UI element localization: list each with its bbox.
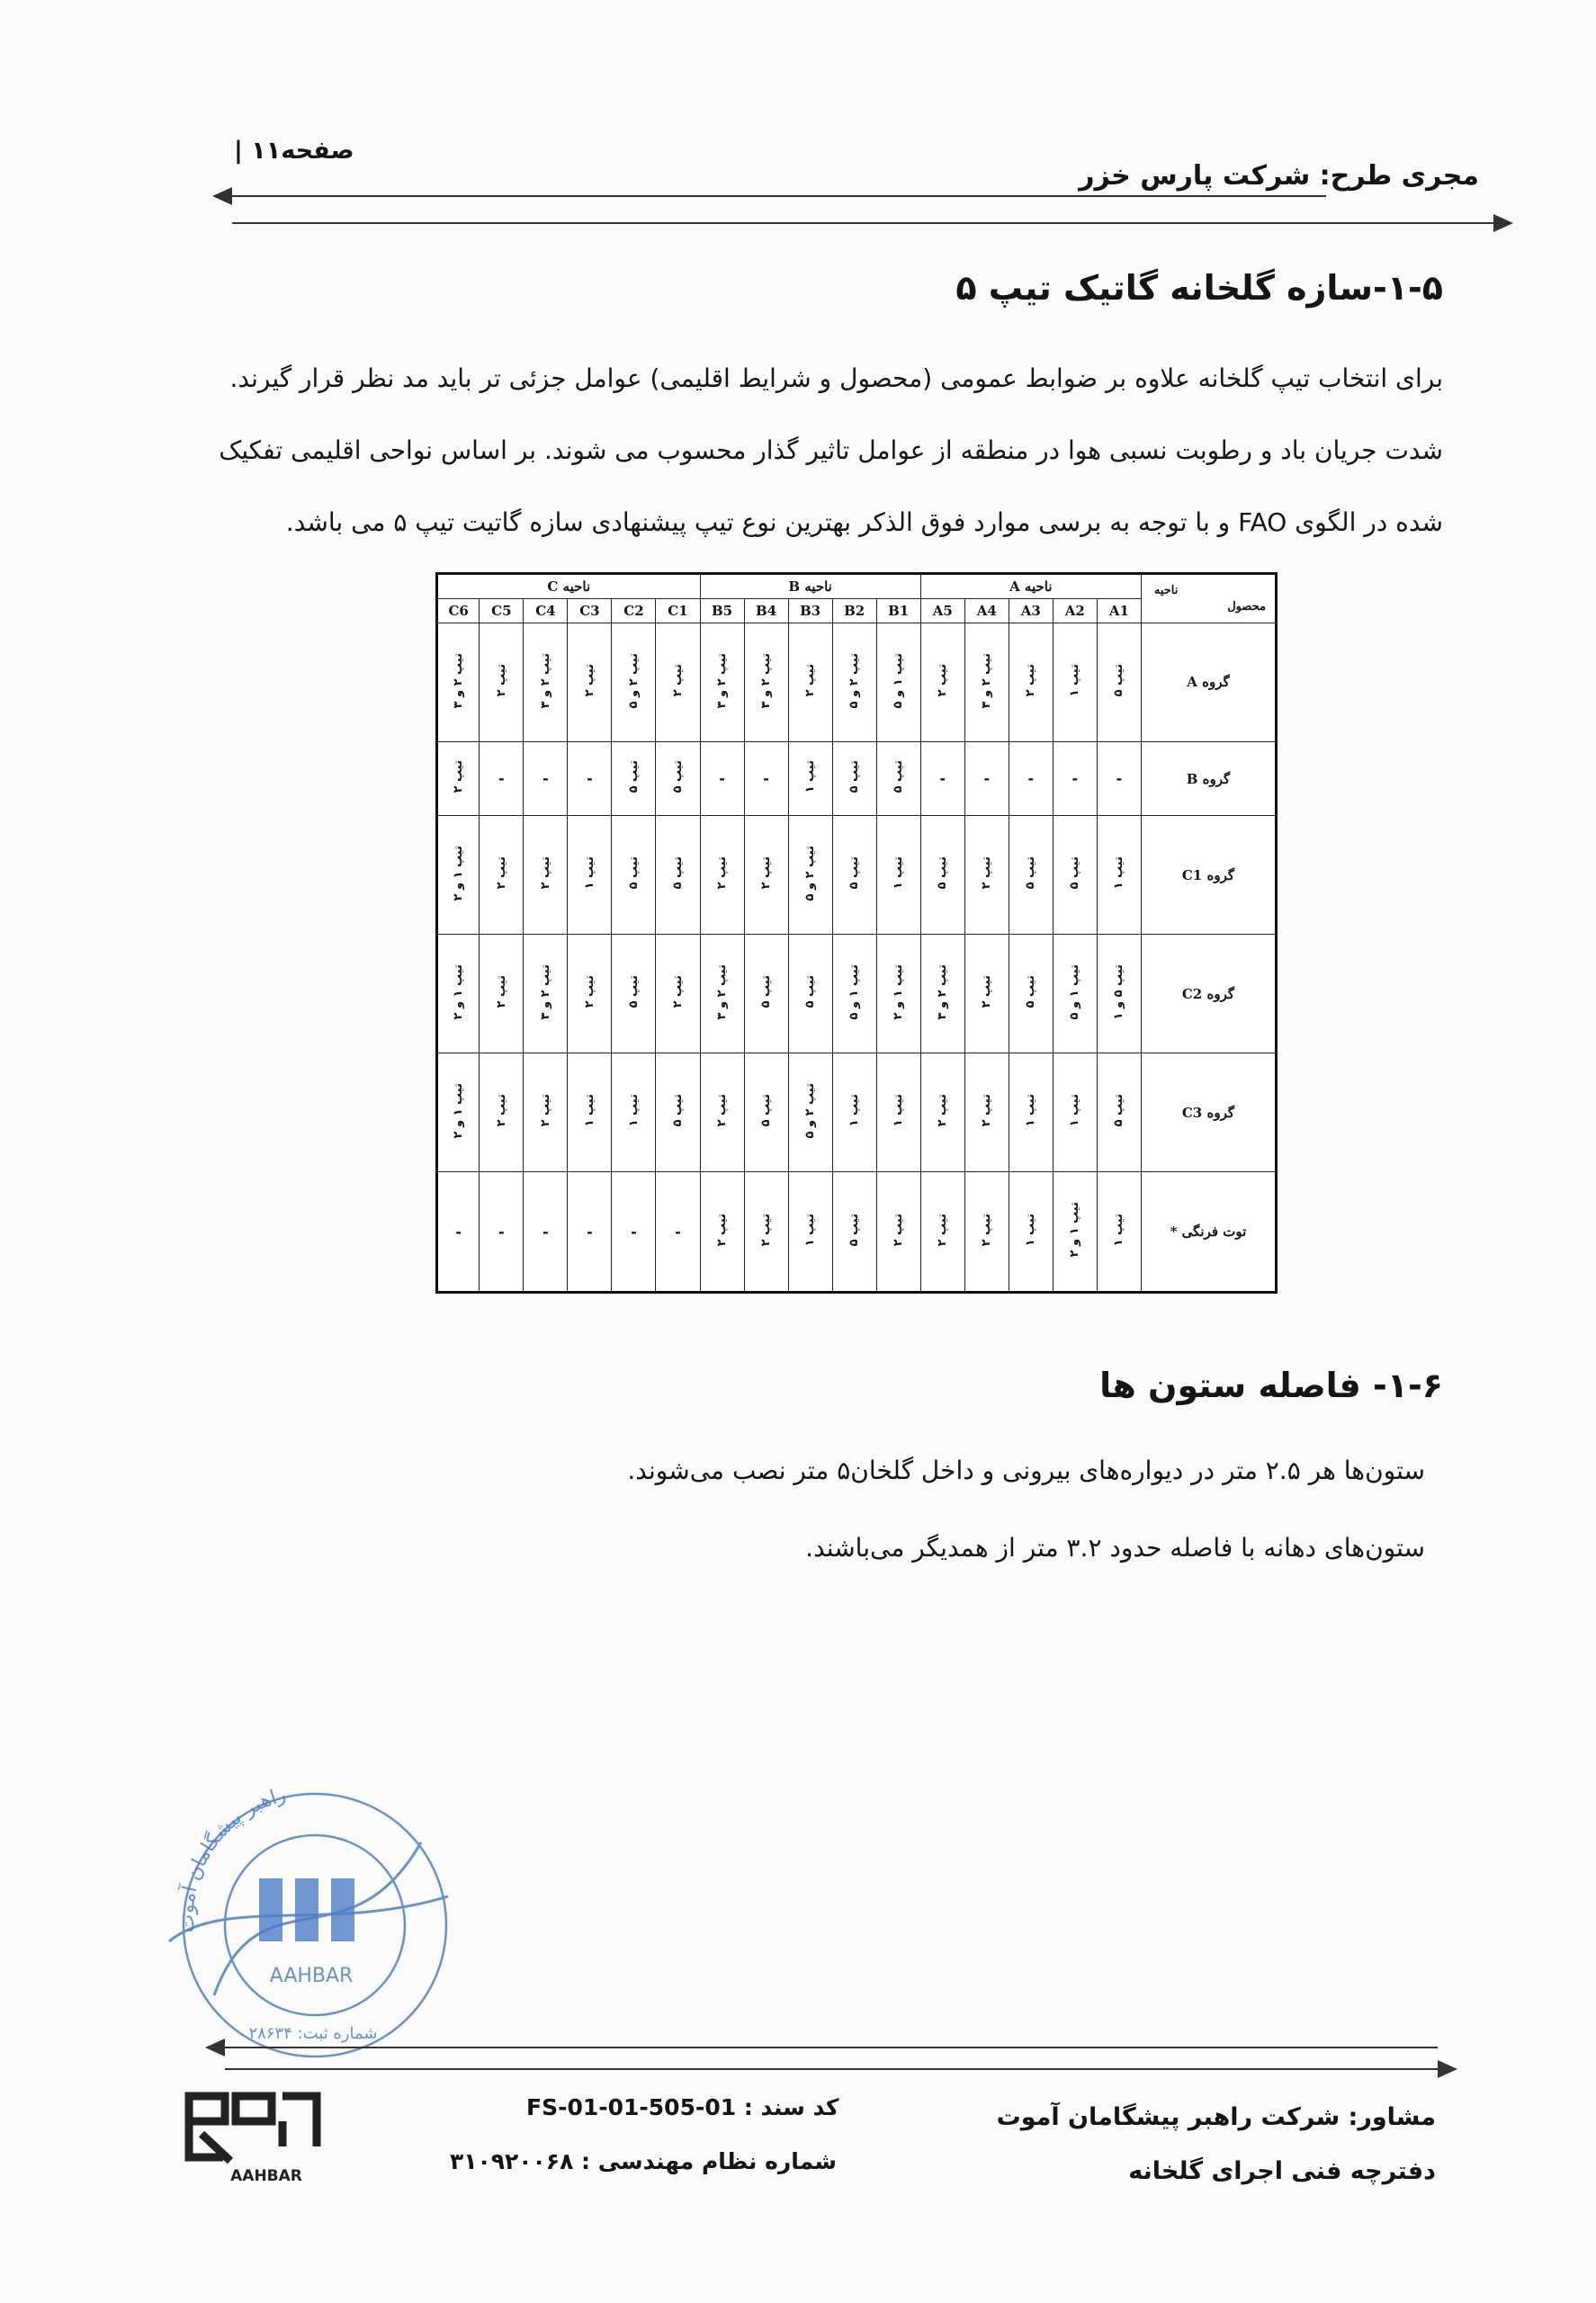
zone-header-b: ناحیه B bbox=[700, 574, 920, 599]
cell-value: تیپ ۱ و ۲ bbox=[452, 1082, 466, 1139]
page-number: صفحه۱۱ | bbox=[234, 137, 354, 165]
cell-value: تیپ ۵ bbox=[1024, 975, 1038, 1008]
table-cell bbox=[612, 1172, 656, 1293]
cell-value: تیپ ۲ bbox=[936, 1213, 950, 1247]
table-cell bbox=[876, 623, 920, 742]
zone-header-c: ناحیه C bbox=[437, 574, 701, 599]
cell-value: تیپ ۱ bbox=[1068, 1094, 1082, 1127]
table-cell bbox=[568, 1053, 612, 1172]
company-stamp bbox=[151, 1761, 475, 2058]
cell-value: تیپ ۱ و ۲ bbox=[452, 963, 466, 1020]
table-cell bbox=[524, 623, 568, 742]
zone-code-c2: C2 bbox=[612, 599, 656, 623]
table-cell bbox=[524, 816, 568, 935]
stamp-bottom-text: شماره ثبت: ۲۸۶۳۴ bbox=[248, 2024, 378, 2043]
table-cell bbox=[524, 741, 568, 815]
table-cell bbox=[964, 623, 1009, 742]
cell-value: تیپ ۵ bbox=[626, 760, 641, 793]
cell-value: تیپ ۲ bbox=[670, 975, 685, 1008]
cell-value: تیپ ۲ bbox=[715, 856, 730, 890]
table-cell bbox=[700, 623, 744, 742]
cell-value: تیپ ۵ bbox=[936, 856, 950, 890]
cell-value: تیپ ۱ bbox=[582, 1094, 596, 1127]
cell-value: تیپ ۵ bbox=[892, 760, 906, 793]
cell-value: تیپ ۵ bbox=[1024, 856, 1038, 890]
logo-text: AAHBAR bbox=[230, 2167, 302, 2185]
table-cell bbox=[1097, 1053, 1141, 1172]
table-cell bbox=[612, 741, 656, 815]
cell-value: تیپ ۲ و ۳ bbox=[715, 963, 730, 1020]
table-cell bbox=[1009, 816, 1053, 935]
table-cell bbox=[1009, 935, 1053, 1053]
table-cell bbox=[437, 816, 480, 935]
cell-value: تیپ ۲ bbox=[538, 1094, 552, 1127]
cell-value: تیپ ۲ bbox=[494, 975, 508, 1008]
table-cell bbox=[700, 1172, 744, 1293]
table-cell bbox=[700, 1053, 744, 1172]
table-cell bbox=[656, 935, 700, 1053]
table-cell bbox=[1053, 623, 1097, 742]
greenhouse-type-table bbox=[435, 572, 1278, 1294]
cell-value: تیپ ۲ bbox=[759, 856, 774, 890]
consultant-label: مشاور: شرکت راهبر پیشگامان آموت bbox=[996, 2103, 1436, 2131]
cell-value: تیپ ۲ و ۳ bbox=[452, 652, 466, 709]
cell-value: تیپ ۵ bbox=[670, 760, 685, 793]
cell-value: - bbox=[587, 1223, 593, 1241]
zone-code-a1: A1 bbox=[1097, 599, 1141, 623]
table-row bbox=[437, 935, 1277, 1053]
table-row bbox=[437, 741, 1277, 815]
paragraph-line-1: برای انتخاب تیپ گلخانه علاوه بر ضوابط عمومی (محصول و شرایط اقلیمی) عوامل جزئی تر باید مد نظر قرار گیرند. bbox=[229, 363, 1443, 393]
cell-value: تیپ ۵ bbox=[1112, 1094, 1126, 1127]
table-cell bbox=[744, 1172, 788, 1293]
table-cell bbox=[920, 741, 964, 815]
table-row bbox=[437, 623, 1277, 742]
cell-value: - bbox=[542, 770, 549, 788]
table-cell bbox=[920, 623, 964, 742]
office-label: دفترچه فنی اجرای گلخانه bbox=[1128, 2157, 1436, 2185]
row-label: گروه B bbox=[1141, 741, 1276, 815]
table-cell bbox=[480, 1053, 524, 1172]
zone-code-a5: A5 bbox=[920, 599, 964, 623]
cell-value: تیپ ۲ bbox=[980, 1213, 994, 1247]
table-cell bbox=[1009, 1172, 1053, 1293]
cell-value: تیپ ۱ bbox=[1112, 1213, 1126, 1247]
section-heading-columns: ۱-۶- فاصله ستون ها bbox=[1099, 1366, 1443, 1405]
table-cell bbox=[1053, 935, 1097, 1053]
table-cell bbox=[788, 1172, 832, 1293]
cell-value: تیپ ۱ bbox=[626, 1094, 641, 1127]
cell-value: - bbox=[1071, 770, 1079, 788]
zone-code-b2: B2 bbox=[832, 599, 876, 623]
cell-value: تیپ ۱ bbox=[1068, 664, 1082, 697]
cell-value: تیپ ۲ bbox=[892, 1213, 906, 1247]
table-cell bbox=[920, 1172, 964, 1293]
cell-value: تیپ ۱ bbox=[1024, 1213, 1038, 1247]
stamp-arc-text: راهبر پیشگامان آموت bbox=[175, 1783, 289, 1934]
table-cell bbox=[788, 741, 832, 815]
table-cell bbox=[612, 1053, 656, 1172]
zone-code-b1: B1 bbox=[876, 599, 920, 623]
footer-arrow-right bbox=[1438, 2060, 1457, 2078]
table-cell bbox=[656, 741, 700, 815]
zone-code-b5: B5 bbox=[700, 599, 744, 623]
table-cell bbox=[788, 935, 832, 1053]
cell-value: تیپ ۲ و ۳ bbox=[715, 652, 730, 709]
header-rule-lower bbox=[232, 222, 1495, 224]
cell-value: تیپ ۲ bbox=[582, 975, 596, 1008]
table-cell bbox=[788, 623, 832, 742]
cell-value: تیپ ۵ bbox=[759, 1094, 774, 1127]
table-cell bbox=[656, 1053, 700, 1172]
table-cell bbox=[437, 741, 480, 815]
table-cell bbox=[524, 1172, 568, 1293]
row-label: گروه C3 bbox=[1141, 1053, 1276, 1172]
paragraph-line-3: شده در الگوی FAO و با توجه به برسی موارد فوق الذکر بهترین نوع تیپ پیشنهادی سازه گاتیت تیپ ۵ می باشد. bbox=[285, 507, 1443, 537]
table-cell bbox=[1097, 935, 1141, 1053]
table-cell bbox=[964, 1053, 1009, 1172]
cell-value: تیپ ۵ bbox=[626, 975, 641, 1008]
columns-line-1: ستون‌ها هر ۲.۵ متر در دیواره‌های بیرونی و داخل گلخان۵ متر نصب می‌شوند. bbox=[627, 1456, 1425, 1485]
cell-value: - bbox=[719, 770, 725, 788]
table-cell bbox=[1097, 1172, 1141, 1293]
cell-value: تیپ ۵ bbox=[670, 856, 685, 890]
cell-value: - bbox=[587, 770, 593, 788]
table-cell bbox=[612, 623, 656, 742]
paragraph-line-2: شدت جریان باد و رطوبت نسبی هوا در منطقه از عوامل تاثیر گذار محسوب می شوند. بر اساس نواحی اقلیمی تفکیک bbox=[219, 435, 1443, 465]
table-cell bbox=[1097, 816, 1141, 935]
table-cell bbox=[1097, 741, 1141, 815]
cell-value: تیپ ۱ و ۲ bbox=[452, 845, 466, 901]
cell-value: تیپ ۵ bbox=[847, 760, 862, 793]
cell-value: تیپ ۲ و ۵ bbox=[803, 1082, 818, 1139]
table-cell bbox=[568, 816, 612, 935]
zone-code-a3: A3 bbox=[1009, 599, 1053, 623]
cell-value: تیپ ۲ bbox=[1024, 664, 1038, 697]
cell-value: تیپ ۲ bbox=[715, 1094, 730, 1127]
cell-value: تیپ ۲ bbox=[494, 856, 508, 890]
table-cell bbox=[480, 623, 524, 742]
table-cell bbox=[437, 1172, 480, 1293]
cell-value: تیپ ۵ bbox=[759, 975, 774, 1008]
cell-value: تیپ ۱ و ۲ bbox=[892, 963, 906, 1020]
table-cell bbox=[1053, 816, 1097, 935]
row-label: گروه A bbox=[1141, 623, 1276, 742]
cell-value: تیپ ۱ bbox=[847, 1094, 862, 1127]
cell-value: - bbox=[498, 770, 505, 788]
cell-value: - bbox=[542, 1223, 549, 1241]
cell-value: تیپ ۲ bbox=[936, 664, 950, 697]
table-cell bbox=[744, 741, 788, 815]
table-cell bbox=[524, 1053, 568, 1172]
stamp-brand-text: AAHBAR bbox=[269, 1965, 354, 1987]
table-cell bbox=[437, 935, 480, 1053]
table-cell bbox=[1009, 623, 1053, 742]
cell-value: تیپ ۱ و ۵ bbox=[1068, 963, 1082, 1020]
cell-value: تیپ ۲ و ۵ bbox=[803, 845, 818, 901]
cell-value: تیپ ۱ و ۵ bbox=[847, 963, 862, 1020]
cell-value: - bbox=[675, 1223, 681, 1241]
cell-value: تیپ ۵ bbox=[626, 856, 641, 890]
zone-code-a2: A2 bbox=[1053, 599, 1097, 623]
table-cell bbox=[656, 816, 700, 935]
table-cell bbox=[437, 1053, 480, 1172]
cell-value: تیپ ۲ و ۳ bbox=[538, 963, 552, 1020]
zone-code-b4: B4 bbox=[744, 599, 788, 623]
table-cell bbox=[1053, 1053, 1097, 1172]
cell-value: - bbox=[1027, 770, 1035, 788]
cell-value: تیپ ۵ و ۱ bbox=[1112, 963, 1126, 1020]
table-cell bbox=[1053, 1172, 1097, 1293]
table-cell bbox=[876, 1172, 920, 1293]
footer-rule bbox=[223, 2047, 1438, 2048]
cell-value: تیپ ۲ bbox=[980, 1094, 994, 1127]
cell-value: تیپ ۱ bbox=[892, 1094, 906, 1127]
zone-header-a: ناحیه A bbox=[920, 574, 1141, 599]
cell-value: تیپ ۱ و ۲ bbox=[1068, 1202, 1082, 1258]
cell-value: تیپ ۵ bbox=[1112, 664, 1126, 697]
cell-value: تیپ ۱ bbox=[1112, 856, 1126, 890]
table-cell bbox=[656, 623, 700, 742]
zone-code-b3: B3 bbox=[788, 599, 832, 623]
cell-value: تیپ ۲ bbox=[980, 975, 994, 1008]
table-cell bbox=[480, 935, 524, 1053]
header-arrow-right bbox=[1493, 214, 1513, 232]
cell-value: تیپ ۲ bbox=[670, 664, 685, 697]
cell-value: - bbox=[455, 1223, 462, 1241]
cell-value: تیپ ۲ bbox=[494, 1094, 508, 1127]
table-cell bbox=[876, 1053, 920, 1172]
cell-value: تیپ ۲ و ۵ bbox=[847, 652, 862, 709]
table-cell bbox=[744, 1053, 788, 1172]
cell-value: تیپ ۲ bbox=[582, 664, 596, 697]
zone-code-a4: A4 bbox=[964, 599, 1009, 623]
table-cell bbox=[480, 1172, 524, 1293]
row-label: توت فرنگی * bbox=[1141, 1172, 1276, 1293]
table-cell bbox=[832, 623, 876, 742]
table-cell bbox=[612, 935, 656, 1053]
cell-value: تیپ ۵ bbox=[803, 975, 818, 1008]
table-cell bbox=[480, 816, 524, 935]
table-cell bbox=[568, 741, 612, 815]
corner-region-label: ناحیه bbox=[1153, 584, 1179, 597]
cell-value: تیپ ۲ bbox=[494, 664, 508, 697]
header-arrow-left bbox=[212, 187, 232, 205]
cell-value: تیپ ۲ bbox=[936, 1094, 950, 1127]
columns-line-2: ستون‌های دهانه با فاصله حدود ۳.۲ متر از همدیگر می‌باشند. bbox=[805, 1533, 1425, 1563]
table-cell bbox=[920, 1053, 964, 1172]
table-cell bbox=[920, 816, 964, 935]
table-cell bbox=[612, 816, 656, 935]
table-cell bbox=[744, 935, 788, 1053]
cell-value: تیپ ۲ bbox=[538, 856, 552, 890]
table-cell bbox=[964, 935, 1009, 1053]
table-cell bbox=[700, 816, 744, 935]
cell-value: تیپ ۱ bbox=[892, 856, 906, 890]
table-corner-header bbox=[1141, 574, 1276, 623]
table-cell bbox=[964, 1172, 1009, 1293]
table-cell bbox=[524, 935, 568, 1053]
table-cell bbox=[480, 741, 524, 815]
zone-code-c6: C6 bbox=[437, 599, 480, 623]
table-cell bbox=[1009, 741, 1053, 815]
table-cell bbox=[832, 741, 876, 815]
footer-arrow-left bbox=[205, 2039, 225, 2057]
table-cell bbox=[964, 816, 1009, 935]
cell-value: تیپ ۲ bbox=[803, 664, 818, 697]
cell-value: - bbox=[631, 1223, 637, 1241]
zone-code-c5: C5 bbox=[480, 599, 524, 623]
table-cell bbox=[832, 1172, 876, 1293]
cell-value: - bbox=[983, 770, 991, 788]
table-cell bbox=[832, 1053, 876, 1172]
table-row bbox=[437, 1172, 1277, 1293]
table-cell bbox=[920, 935, 964, 1053]
cell-value: تیپ ۲ و ۳ bbox=[538, 652, 552, 709]
footer-rule-lower bbox=[225, 2068, 1439, 2070]
zone-code-c3: C3 bbox=[568, 599, 612, 623]
cell-value: - bbox=[763, 770, 769, 788]
cell-value: تیپ ۱ bbox=[803, 1213, 818, 1247]
cell-value: - bbox=[1116, 770, 1123, 788]
table-cell bbox=[1053, 741, 1097, 815]
cell-value: تیپ ۱ bbox=[1024, 1094, 1038, 1127]
cell-value: تیپ ۲ bbox=[759, 1213, 774, 1247]
cell-value: تیپ ۲ و ۳ bbox=[936, 963, 950, 1020]
cell-value: تیپ ۲ bbox=[715, 1213, 730, 1247]
table-cell bbox=[744, 623, 788, 742]
table-cell bbox=[1009, 1053, 1053, 1172]
cell-value: تیپ ۵ bbox=[847, 856, 862, 890]
engineering-number: شماره نظام مهندسی : ۳۱۰۹۲۰۰۶۸ bbox=[450, 2148, 837, 2174]
table-cell bbox=[744, 816, 788, 935]
table-cell bbox=[700, 741, 744, 815]
zone-code-c1: C1 bbox=[656, 599, 700, 623]
section-heading-structure: ۱-۵-سازه گلخانه گاتیک تیپ ۵ bbox=[955, 268, 1443, 308]
executor-label: مجری طرح: شرکت پارس خزر bbox=[1079, 160, 1479, 192]
table-cell bbox=[832, 816, 876, 935]
table-row bbox=[437, 816, 1277, 935]
cell-value: تیپ ۲ و ۵ bbox=[626, 652, 641, 709]
company-logo bbox=[176, 2080, 329, 2188]
table-cell bbox=[700, 935, 744, 1053]
table-cell bbox=[876, 741, 920, 815]
table-cell bbox=[832, 935, 876, 1053]
table-cell bbox=[876, 816, 920, 935]
cell-value: تیپ ۱ bbox=[803, 760, 818, 793]
table-cell bbox=[568, 623, 612, 742]
cell-value: تیپ ۵ bbox=[847, 1213, 862, 1247]
cell-value: تیپ ۲ bbox=[452, 760, 466, 793]
document-code: کد سند : FS-01-01-505-01 bbox=[526, 2094, 839, 2120]
table-cell bbox=[656, 1172, 700, 1293]
corner-product-label: محصول bbox=[1227, 600, 1266, 614]
cell-value: تیپ ۲ bbox=[980, 856, 994, 890]
cell-value: تیپ ۵ bbox=[670, 1094, 685, 1127]
cell-value: - bbox=[939, 770, 946, 788]
cell-value: - bbox=[498, 1223, 505, 1241]
cell-value: تیپ ۵ bbox=[1068, 856, 1082, 890]
table-cell bbox=[568, 935, 612, 1053]
table-cell bbox=[876, 935, 920, 1053]
cell-value: تیپ ۲ و ۳ bbox=[759, 652, 774, 709]
table-cell bbox=[964, 741, 1009, 815]
table-body bbox=[437, 623, 1277, 1293]
table-cell bbox=[788, 1053, 832, 1172]
cell-value: تیپ ۱ bbox=[582, 856, 596, 890]
header-rule bbox=[230, 195, 1326, 197]
table-cell bbox=[788, 816, 832, 935]
zone-code-c4: C4 bbox=[524, 599, 568, 623]
table-cell bbox=[1097, 623, 1141, 742]
cell-value: تیپ ۲ و ۳ bbox=[980, 652, 994, 709]
table-row bbox=[437, 1053, 1277, 1172]
row-label: گروه C2 bbox=[1141, 935, 1276, 1053]
table-cell bbox=[437, 623, 480, 742]
table-cell bbox=[568, 1172, 612, 1293]
cell-value: تیپ ۱ و ۵ bbox=[892, 652, 906, 709]
row-label: گروه C1 bbox=[1141, 816, 1276, 935]
